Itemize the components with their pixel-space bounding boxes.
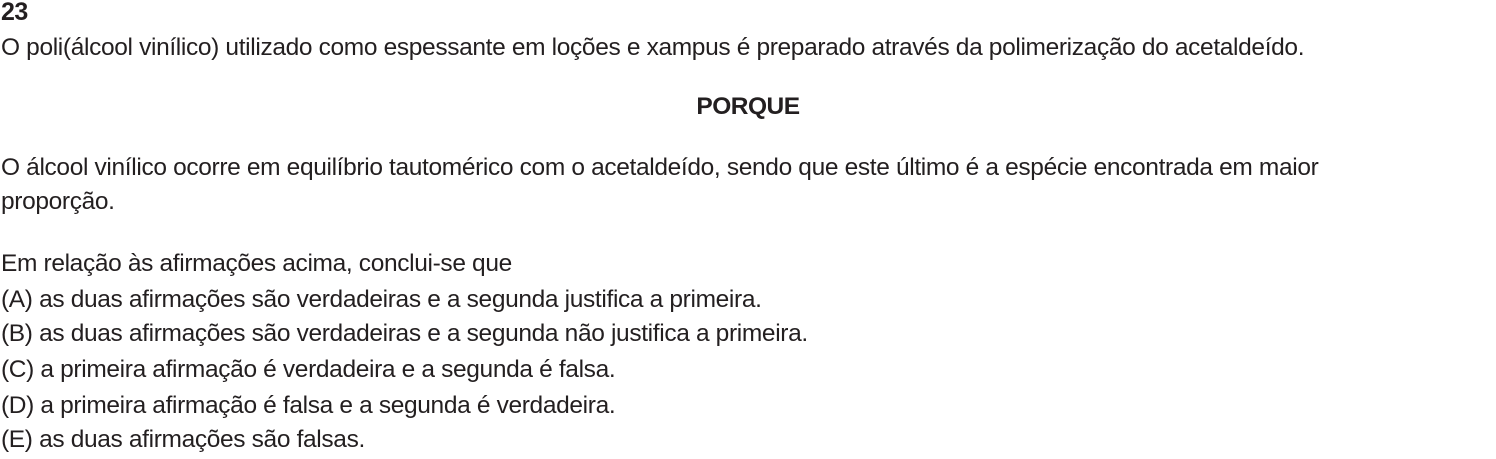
statement-2-line-2: proporção. — [1, 188, 115, 215]
statement-1: O poli(álcool vinílico) utilizado como espessante em loções e xampus é preparado através da polimerização do acetaldeído. — [1, 34, 1305, 61]
statement-2-line-1: O álcool vinílico ocorre em equilíbrio tautomérico com o acetaldeído, sendo que este último é a espécie encontrada em maior — [1, 154, 1319, 181]
option-e[interactable]: (E) as duas afirmações são falsas. — [1, 426, 365, 453]
question-number: 23 — [1, 0, 28, 26]
option-d[interactable]: (D) a primeira afirmação é falsa e a segunda é verdadeira. — [1, 392, 616, 419]
question-prompt: Em relação às afirmações acima, conclui-se que — [1, 250, 512, 277]
option-c[interactable]: (C) a primeira afirmação é verdadeira e a segunda é falsa. — [1, 356, 616, 383]
option-a[interactable]: (A) as duas afirmações são verdadeiras e a segunda justifica a primeira. — [1, 286, 762, 313]
option-b[interactable]: (B) as duas afirmações são verdadeiras e a segunda não justifica a primeira. — [1, 320, 808, 347]
connector-porque: PORQUE — [696, 93, 800, 120]
